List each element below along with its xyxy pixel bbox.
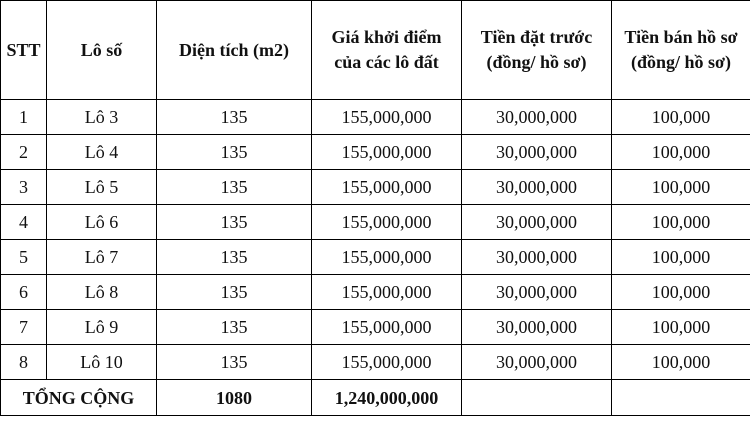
header-starting-price: Giá khởi điểm của các lô đất xyxy=(312,1,462,100)
cell-stt: 8 xyxy=(1,345,47,380)
cell-stt: 3 xyxy=(1,170,47,205)
cell-stt: 5 xyxy=(1,240,47,275)
cell-fee: 100,000 xyxy=(612,205,750,240)
header-deposit: Tiền đặt trước (đồng/ hồ sơ) xyxy=(462,1,612,100)
cell-deposit: 30,000,000 xyxy=(462,205,612,240)
cell-stt: 1 xyxy=(1,100,47,135)
total-deposit xyxy=(462,380,612,416)
total-fee xyxy=(612,380,750,416)
cell-fee: 100,000 xyxy=(612,100,750,135)
cell-deposit: 30,000,000 xyxy=(462,345,612,380)
cell-area: 135 xyxy=(157,310,312,345)
cell-price: 155,000,000 xyxy=(312,345,462,380)
cell-deposit: 30,000,000 xyxy=(462,275,612,310)
table-row xyxy=(1,275,750,310)
total-price: 1,240,000,000 xyxy=(312,380,462,416)
cell-fee: 100,000 xyxy=(612,275,750,310)
cell-price: 155,000,000 xyxy=(312,205,462,240)
cell-lot: Lô 7 xyxy=(47,240,157,275)
table-row xyxy=(1,345,750,380)
table-row xyxy=(1,205,750,240)
header-dossier-fee: Tiền bán hồ sơ (đồng/ hồ sơ) xyxy=(612,1,750,100)
cell-stt: 6 xyxy=(1,275,47,310)
cell-lot: Lô 4 xyxy=(47,135,157,170)
cell-fee: 100,000 xyxy=(612,135,750,170)
cell-price: 155,000,000 xyxy=(312,170,462,205)
total-row xyxy=(1,380,750,416)
cell-deposit: 30,000,000 xyxy=(462,135,612,170)
table-row xyxy=(1,100,750,135)
cell-area: 135 xyxy=(157,170,312,205)
cell-area: 135 xyxy=(157,240,312,275)
cell-deposit: 30,000,000 xyxy=(462,170,612,205)
total-label: TỔNG CỘNG xyxy=(1,380,157,416)
cell-lot: Lô 8 xyxy=(47,275,157,310)
cell-deposit: 30,000,000 xyxy=(462,100,612,135)
cell-lot: Lô 3 xyxy=(47,100,157,135)
table-row xyxy=(1,135,750,170)
cell-deposit: 30,000,000 xyxy=(462,310,612,345)
cell-stt: 7 xyxy=(1,310,47,345)
cell-lot: Lô 10 xyxy=(47,345,157,380)
header-row xyxy=(1,1,750,100)
cell-price: 155,000,000 xyxy=(312,135,462,170)
header-area: Diện tích (m2) xyxy=(157,1,312,100)
cell-area: 135 xyxy=(157,135,312,170)
cell-price: 155,000,000 xyxy=(312,100,462,135)
cell-lot: Lô 6 xyxy=(47,205,157,240)
cell-price: 155,000,000 xyxy=(312,275,462,310)
cell-fee: 100,000 xyxy=(612,240,750,275)
cell-lot: Lô 9 xyxy=(47,310,157,345)
table-row xyxy=(1,240,750,275)
header-lot: Lô số xyxy=(47,1,157,100)
cell-area: 135 xyxy=(157,345,312,380)
table-row xyxy=(1,170,750,205)
cell-fee: 100,000 xyxy=(612,310,750,345)
cell-area: 135 xyxy=(157,275,312,310)
cell-fee: 100,000 xyxy=(612,170,750,205)
table-row xyxy=(1,310,750,345)
cell-price: 155,000,000 xyxy=(312,310,462,345)
cell-deposit: 30,000,000 xyxy=(462,240,612,275)
cell-area: 135 xyxy=(157,100,312,135)
cell-stt: 2 xyxy=(1,135,47,170)
total-area: 1080 xyxy=(157,380,312,416)
cell-fee: 100,000 xyxy=(612,345,750,380)
cell-lot: Lô 5 xyxy=(47,170,157,205)
header-stt: STT xyxy=(1,1,47,100)
cell-price: 155,000,000 xyxy=(312,240,462,275)
cell-stt: 4 xyxy=(1,205,47,240)
cell-area: 135 xyxy=(157,205,312,240)
